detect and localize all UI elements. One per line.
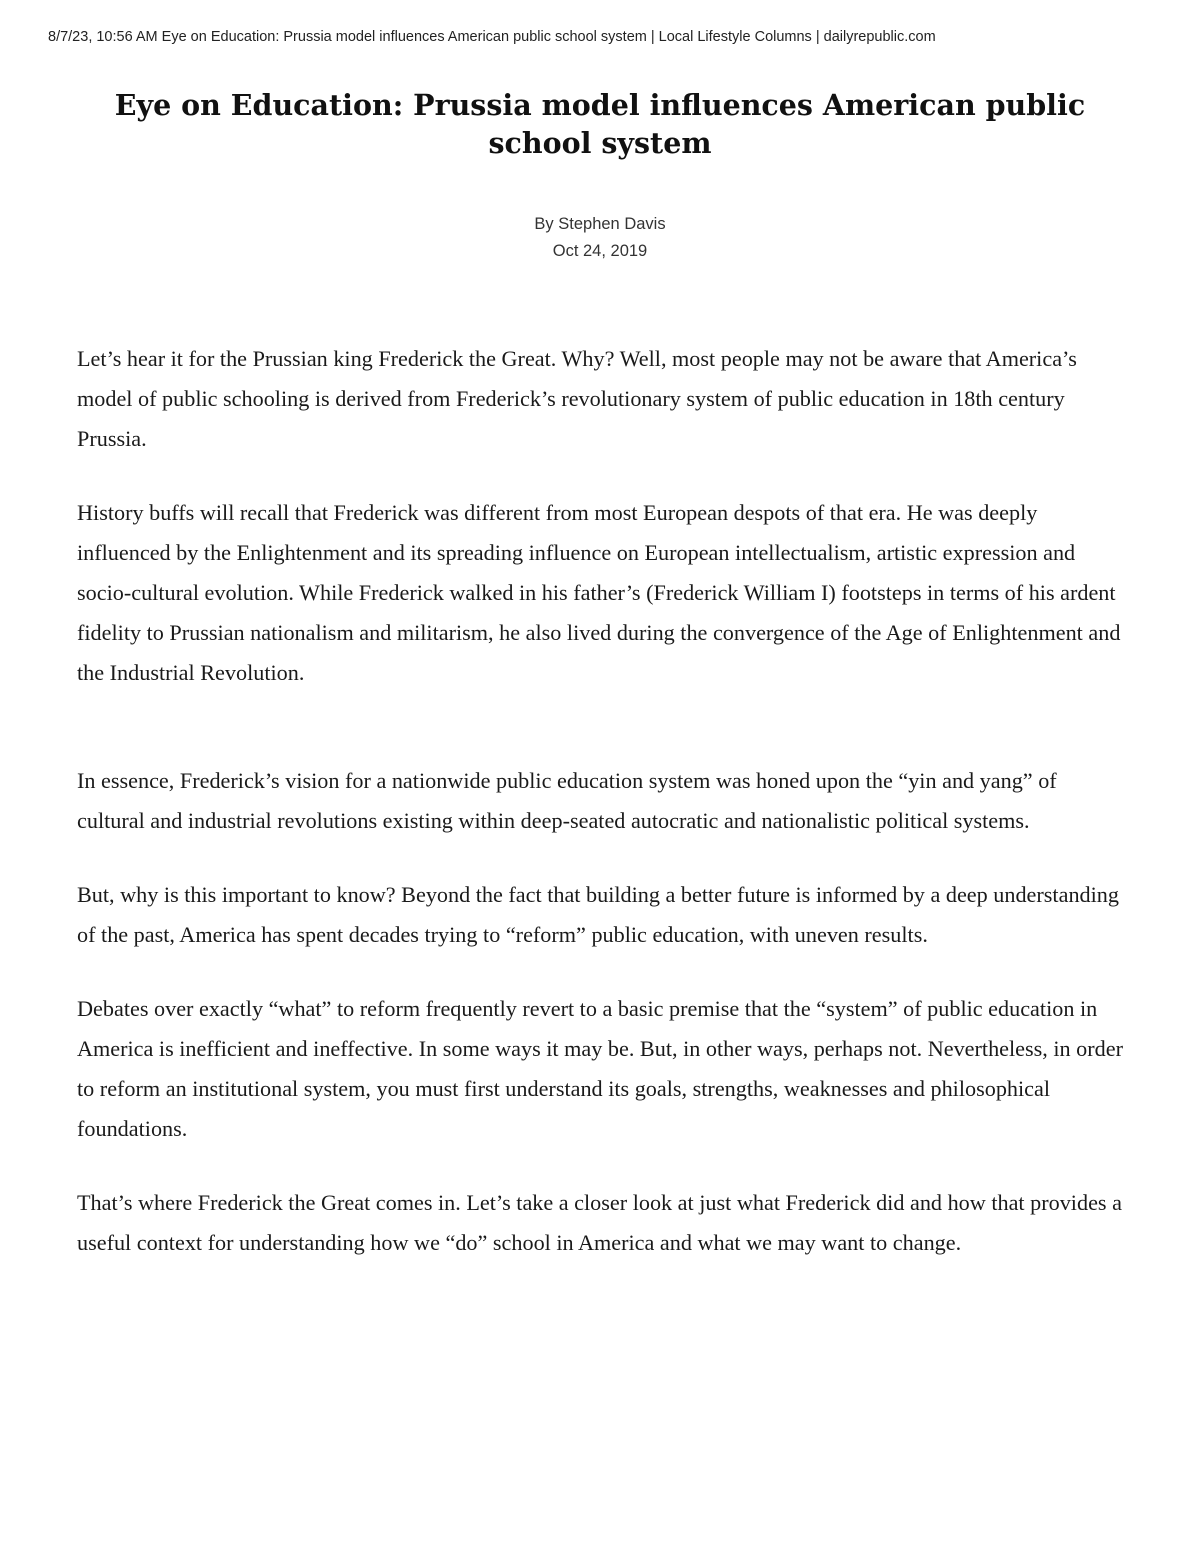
paragraph: That’s where Frederick the Great comes in. Let’s take a closer look at just what Frederick did and how that provides a useful context for understanding how we “do” school in America and what we may want to change. (77, 1190, 1122, 1255)
paragraph: In essence, Frederick’s vision for a nationwide public education system was honed upon the “yin and yang” of cultural and industrial revolutions existing within deep-seated autocratic and nationalistic political systems. (77, 768, 1057, 833)
print-header: 8/7/23, 10:56 AM Eye on Education: Prussia model influences American public school system | Local Lifestyle Columns | dailyrepublic.com (48, 29, 936, 45)
article (77, 86, 1123, 1297)
paragraph: History buffs will recall that Frederick was different from most European despots of that era. He was deeply influenced by the Enlightenment and its spreading influence on European intellectualism, artistic expression and socio-cultural evolution. While Frederick walked in his father’s (Frederick William I) footsteps in terms of his ardent fidelity to Prussian nationalism and militarism, he also lived during the convergence of the Age of Enlightenment and the Industrial Revolution. (77, 500, 1121, 685)
article-title: Eye on Education: Prussia model influences American public school system (114, 88, 1086, 160)
byline-block (77, 211, 1123, 265)
paragraph: Debates over exactly “what” to reform frequently revert to a basic premise that the “system” of public education in America is inefficient and ineffective. In some ways it may be. But, in other ways, perhaps not. Nevertheless, in order to reform an institutional system, you must first understand its goals, strengths, weaknesses and philosophical foundations. (77, 996, 1123, 1141)
paragraph: Let’s hear it for the Prussian king Frederick the Great. Why? Well, most people may not be aware that America’s model of public schooling is derived from Frederick’s revolutionary system of public education in 18th century Prussia. (77, 346, 1077, 451)
publish-date: Oct 24, 2019 (552, 242, 648, 260)
paragraph: But, why is this important to know? Beyond the fact that building a better future is informed by a deep understanding of the past, America has spent decades trying to “reform” public education, with uneven results. (77, 882, 1119, 947)
article-body (77, 339, 1123, 1263)
author-byline: By Stephen Davis (534, 215, 666, 233)
